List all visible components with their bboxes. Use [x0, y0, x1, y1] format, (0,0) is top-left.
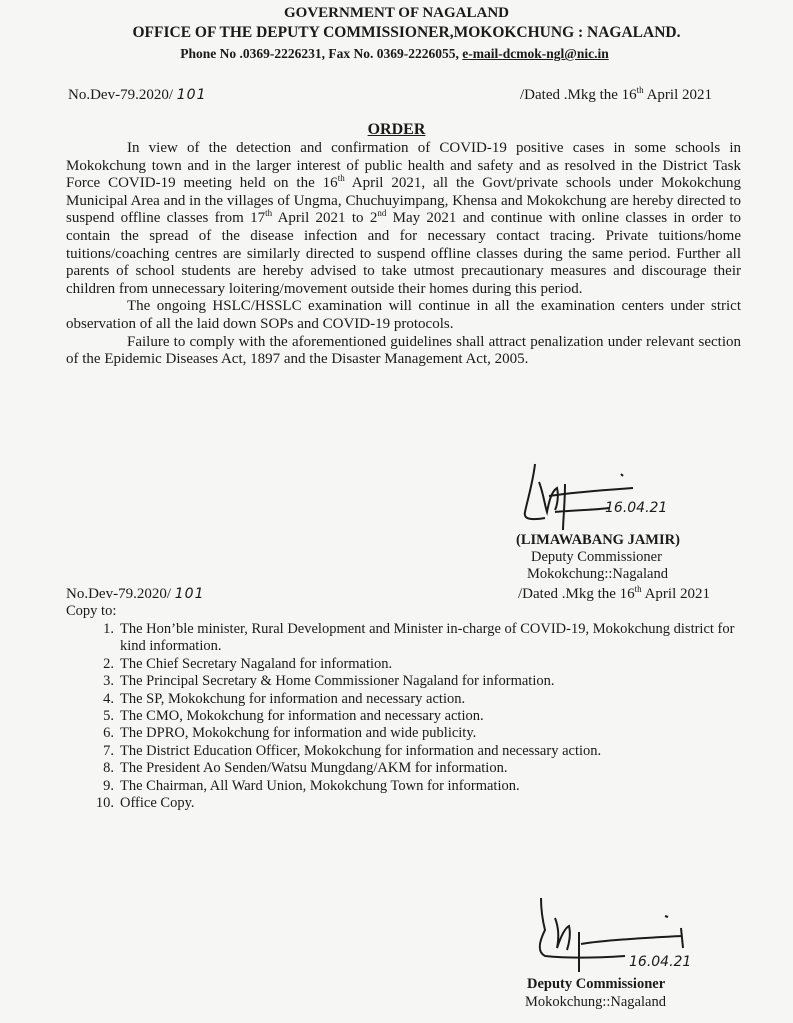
- copy-reference-date: [518, 585, 710, 603]
- reference-number: [68, 86, 206, 104]
- list-item-number: 9.: [103, 777, 114, 794]
- reference-date-suffix: April 2021: [643, 87, 713, 103]
- list-item: [66, 708, 756, 725]
- letterhead-government: GOVERNMENT OF NAGALAND: [283, 5, 509, 21]
- reference-number-text: No.Dev-79.2020/: [68, 87, 173, 103]
- copy-handwritten-number: 101: [174, 586, 205, 602]
- list-item-text: The President Ao Senden/Watsu Mungdang/AKM for information.: [120, 760, 508, 777]
- signature-2: [535, 892, 695, 972]
- list-item-number: 10.: [95, 795, 114, 812]
- list-item: [66, 778, 756, 795]
- copy-reference-number-text: No.Dev-79.2020/: [66, 586, 171, 602]
- copy-date-text: /Dated .Mkg the 16: [518, 586, 635, 602]
- signatory-2-designation: Deputy Commissioner: [527, 976, 666, 992]
- copy-date-sup: th: [634, 584, 642, 594]
- p1-sup-b: th: [265, 208, 273, 219]
- p1-sup-c: nd: [377, 208, 387, 219]
- list-item-number: 1.: [103, 621, 114, 637]
- p1-text-c: April 2021 to 2: [272, 210, 378, 227]
- list-item-number: 6.: [103, 725, 114, 742]
- p1-text-b: April 2021, all the Govt/private schools under Mokokchung Municipal Area and in the villages of Ungma, Chuchuyimpang, Khensa and Mokokchung are hereby directed to suspend offline classes from 17: [66, 175, 741, 227]
- signatory-1-designation: Deputy Commissioner: [531, 549, 662, 565]
- list-item-number: 5.: [103, 708, 114, 725]
- reference-date-text: /Dated .Mkg the 16: [520, 87, 637, 103]
- contact-phone-fax: Phone No .0369-2226231, Fax No. 0369-2226055,: [180, 46, 463, 61]
- list-item-number: 4.: [103, 690, 114, 707]
- list-item-text: The Chairman, All Ward Union, Mokokchung Town for information.: [120, 777, 520, 794]
- list-item: [66, 621, 756, 656]
- reference-date-sup: th: [636, 85, 644, 95]
- handwritten-date-2: 16.04.21: [629, 954, 692, 970]
- list-item-number: 7.: [103, 742, 114, 759]
- list-item-text: The Hon’ble minister, Rural Development and Minister in-charge of COVID-19, Mokokchung district for kind information.: [120, 621, 735, 655]
- list-item: [66, 656, 756, 673]
- list-item: [66, 795, 756, 812]
- copy-to-list: [66, 621, 756, 812]
- list-item-text: The Chief Secretary Nagaland for information.: [120, 655, 393, 672]
- handwritten-date-1: 16.04.21: [605, 500, 668, 516]
- list-item: [66, 673, 756, 690]
- signatory-1-name: (LIMAWABANG JAMIR): [516, 532, 680, 548]
- order-paragraph-2: The ongoing HSLC/HSSLC examination will continue in all the examination centers under strict observation of all the laid down SOPs and COVID-19 protocols.: [66, 298, 741, 332]
- p1-text-d: May 2021 and continue with online classes in order to contain the spread of the disease infection and for necessary contact tracing. Private tuitions/home tuitions/coaching centres are similarly directed to suspend offline classes during the same period. Further all parents of school students are hereby advised to take utmost precautionary measures and discourage their children from unnecessary loitering/movement outside their homes during this period.: [66, 210, 741, 297]
- letterhead-contact: [0, 45, 791, 63]
- list-item-text: The Principal Secretary & Home Commissioner Nagaland for information.: [120, 673, 555, 690]
- order-body: [66, 140, 741, 369]
- copy-date-suffix: April 2021: [641, 586, 711, 602]
- list-item-text: Office Copy.: [120, 795, 195, 812]
- signatory-2-location: Mokokchung::Nagaland: [525, 994, 666, 1010]
- p1-sup-a: th: [337, 173, 345, 184]
- order-paragraph-1: [66, 140, 741, 298]
- order-title: ORDER: [367, 121, 426, 138]
- list-item-text: The DPRO, Mokokchung for information and wide publicity.: [120, 725, 477, 742]
- reference-date: [520, 86, 712, 104]
- list-item-text: The District Education Officer, Mokokchung for information and necessary action.: [120, 742, 602, 759]
- list-item: [66, 760, 756, 777]
- handwritten-reference-number: 101: [176, 87, 207, 103]
- list-item-number: 2.: [103, 655, 114, 672]
- list-item-text: The CMO, Mokokchung for information and necessary action.: [120, 708, 484, 725]
- copy-to-label: Copy to:: [66, 603, 117, 619]
- list-item: [66, 743, 756, 760]
- p1-text-a: In view of the detection and confirmation of COVID-19 positive cases in some schools in Mokokchung town and in the larger interest of public health and safety and as resolved in the District Task Force COVID-19 meeting held on the 16: [66, 140, 741, 192]
- list-item-number: 8.: [103, 760, 114, 777]
- signatory-1-location: Mokokchung::Nagaland: [527, 566, 668, 582]
- copy-reference-number: [66, 585, 204, 603]
- list-item: [66, 725, 756, 742]
- list-item-text: The SP, Mokokchung for information and necessary action.: [120, 690, 466, 707]
- contact-email: e-mail-dcmok-ngl@nic.in: [462, 46, 609, 61]
- list-item: [66, 691, 756, 708]
- order-paragraph-3: Failure to comply with the aforementioned guidelines shall attract penalization under relevant section of the Epidemic Diseases Act, 1897 and the Disaster Management Act, 2005.: [66, 333, 741, 368]
- letterhead-office: OFFICE OF THE DEPUTY COMMISSIONER,MOKOKCHUNG : NAGALAND.: [132, 24, 681, 41]
- list-item-number: 3.: [103, 673, 114, 690]
